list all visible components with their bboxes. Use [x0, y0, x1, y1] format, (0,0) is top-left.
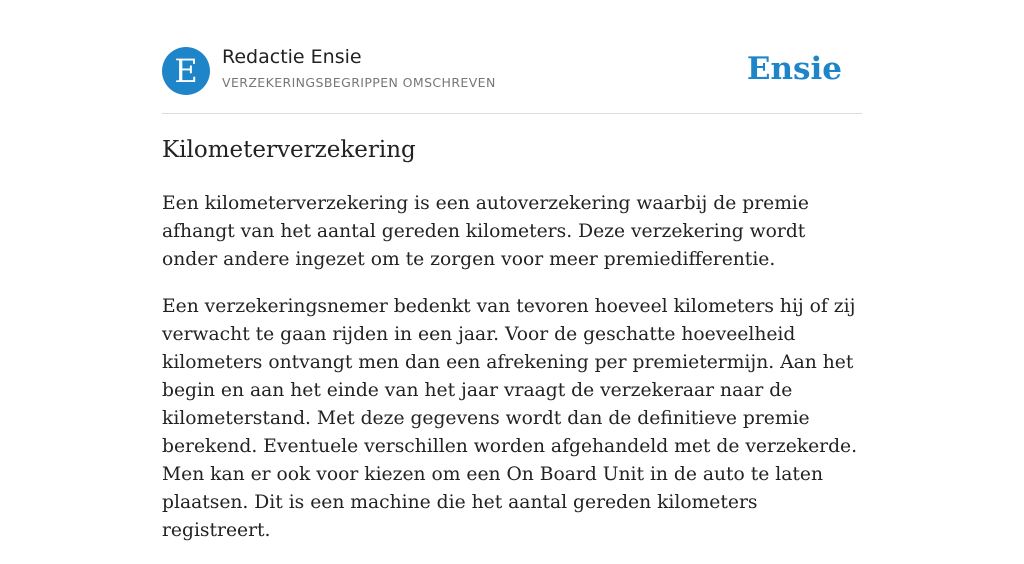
paragraph: Een verzekeringsnemer bedenkt van tevoren hoeveel kilometers hij of zij verwacht te gaan rijden in een jaar. Voor de geschatte hoeveelheid kilometers ontvangt men dan een afrekening per premietermijn. Aan het begin en aan het einde van het jaar vraagt de verzekeraar naar de kilometerstand. Met deze gegevens wordt dan de definitieve premie berekend. Eventuele verschillen worden afgehandeld met de verzekerde. Men kan er ook voor kiezen om een On Board Unit in de auto te laten plaatsen. Dit is een machine die het aantal gereden kilometers registreert. [162, 296, 858, 541]
author-name[interactable]: Redactie Ensie [222, 46, 362, 68]
brand-logo[interactable]: Ensie [746, 51, 842, 87]
article-body [162, 190, 862, 564]
header-divider [162, 113, 862, 114]
page-title: Kilometerverzekering [162, 137, 416, 163]
header [162, 46, 862, 96]
avatar[interactable]: E [162, 47, 210, 95]
paragraph: Een kilometerverzekering is een autoverzekering waarbij de premie afhangt van het aantal gereden kilometers. Deze verzekering wordt onder andere ingezet om te zorgen voor meer premiedifferentie. [162, 193, 809, 270]
author-subtitle: VERZEKERINGSBEGRIPPEN OMSCHREVEN [222, 75, 496, 90]
